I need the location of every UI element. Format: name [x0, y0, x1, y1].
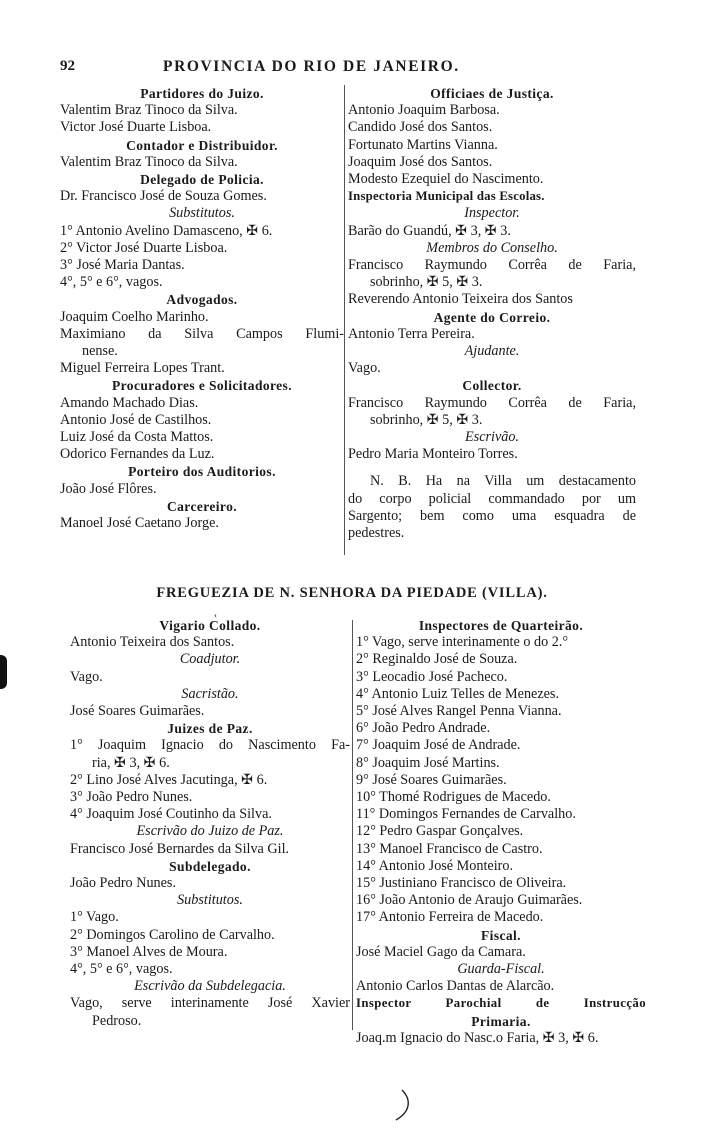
inspectoria-heading: Inspectoria Municipal das Escolas. — [348, 189, 545, 204]
inspector-parochial-heading: Inspector Parochial de Instrucção — [356, 996, 646, 1011]
substituto-entry: 4°, 5° e 6°, vagos. — [60, 274, 163, 291]
inspector-parochial-heading-continued: Primaria. — [471, 1013, 531, 1029]
collector-entry-continued: sobrinho, ✠ 5, ✠ 3. — [370, 411, 483, 428]
membro-entry-continued: sobrinho, ✠ 5, ✠ 3. — [370, 274, 483, 291]
procurador-entry: Odorico Fernandes da Luz. — [60, 446, 215, 463]
ajudante-entry: Vago. — [348, 360, 381, 377]
delegado-entry: Dr. Francisco José de Souza Gomes. — [60, 188, 267, 205]
inspector-quarteirao-entry: 6° João Pedro Andrade. — [356, 720, 491, 737]
advogado-entry: Miguel Ferreira Lopes Trant. — [60, 360, 225, 377]
inspector-quarteirao-entry: 9° José Soares Guimarães. — [356, 771, 507, 788]
membro-entry: Reverendo Antonio Teixeira dos Santos — [348, 291, 573, 308]
vigario-heading: Vigario Collado. — [159, 618, 261, 633]
section-title: FREGUEZIA DE N. SENHORA DA PIEDADE (VILLA). — [156, 585, 548, 601]
inspector-quarteirao-entry: 1° Vago, serve interinamente o do 2.° — [356, 634, 569, 651]
substituto-entry: 2° Victor José Duarte Lisboa. — [60, 239, 228, 256]
vigario-entry: Antonio Teixeira dos Santos. — [70, 634, 235, 651]
coadjutor-label: Coadjutor. — [179, 651, 241, 668]
nb-spacer — [348, 463, 636, 473]
nb-line: N. B. Ha na Villa um destacamento — [370, 473, 636, 490]
fiscal-heading: Fiscal. — [481, 927, 521, 943]
inspector-quarteirao-entry: 3° Leocadio José Pacheco. — [356, 668, 508, 685]
agente-heading: Agente do Correio. — [433, 309, 551, 325]
inspector-entry: Barão do Guandú, ✠ 3, ✠ 3. — [348, 222, 511, 239]
escrivao-juizo-entry: Francisco José Bernardes da Silva Gil. — [70, 840, 290, 857]
substituto-entry: 1° Antonio Avelino Damasceno, ✠ 6. — [60, 222, 273, 239]
partidor-entry: Valentim Braz Tinoco da Silva. — [60, 102, 238, 119]
escrivao-sub-entry-continued: Pedroso. — [92, 1012, 142, 1029]
tick-mark: ‹ — [214, 610, 217, 620]
column-divider-top — [344, 85, 345, 555]
inspector-quarteirao-entry: 14° Antonio José Monteiro. — [356, 857, 514, 874]
membro-entry: Francisco Raymundo Corrêa de Faria, — [348, 257, 636, 274]
substituto-entry: 3° Manoel Alves de Moura. — [70, 943, 228, 960]
top-right-column — [348, 85, 636, 542]
juiz-entry: 2° Lino José Alves Jacutinga, ✠ 6. — [70, 771, 268, 788]
contador-entry: Valentim Braz Tinoco da Silva. — [60, 153, 238, 170]
escrivao-entry: Pedro Maria Monteiro Torres. — [348, 446, 518, 463]
escrivao-sub-entry: Vago, serve interinamente José Xavier — [70, 995, 350, 1012]
juiz-entry: 4° Joaquim José Coutinho da Silva. — [70, 806, 272, 823]
collector-heading: Collector. — [462, 378, 522, 394]
inspector-quarteirao-entry: 8° Joaquim José Martins. — [356, 754, 500, 771]
page-title: PROVINCIA DO RIO DE JANEIRO. — [163, 58, 460, 75]
advogado-entry: Maximiano da Silva Campos Flumi- — [60, 325, 344, 342]
inspector-quarteirao-entry: 15° Justiniano Francisco de Oliveira. — [356, 875, 567, 892]
official-entry: Fortunato Martins Vianna. — [348, 136, 498, 153]
substitutos-label: Substitutos. — [169, 205, 235, 222]
official-entry: Antonio Joaquim Barbosa. — [348, 102, 500, 119]
membros-label: Membros do Conselho. — [426, 239, 558, 256]
coadjutor-entry: Vago. — [70, 668, 103, 685]
ajudante-label: Ajudante. — [464, 343, 520, 360]
juizes-heading: Juizes de Paz. — [167, 721, 253, 737]
juiz-entry: 3° João Pedro Nunes. — [70, 789, 193, 806]
inspector-quarteirao-entry: 5° José Alves Rangel Penna Vianna. — [356, 703, 562, 720]
ink-stroke-mark — [394, 1088, 414, 1122]
escrivao-label: Escrivão. — [465, 429, 519, 446]
advogado-entry: Joaquim Coelho Marinho. — [60, 308, 209, 325]
guarda-fiscal-entry: Antonio Carlos Dantas de Alarcão. — [356, 978, 555, 995]
substituto-entry: 4°, 5° e 6°, vagos. — [70, 961, 173, 978]
sacristao-entry: José Soares Guimarães. — [70, 703, 205, 720]
escrivao-sub-label: Escrivão da Subdelegacia. — [134, 978, 286, 995]
advogados-heading: Advogados. — [166, 292, 238, 308]
subdelegado-entry: João Pedro Nunes. — [70, 875, 176, 892]
contador-heading: Contador e Distribuidor. — [126, 137, 278, 153]
nb-line: pedestres. — [348, 525, 405, 542]
procurador-entry: Luiz José da Costa Mattos. — [60, 429, 214, 446]
margin-mark — [0, 655, 7, 689]
official-entry: Candido José dos Santos. — [348, 119, 493, 136]
juiz-entry: 1° Joaquim Ignacio do Nascimento Fa- — [70, 737, 350, 754]
inspector-quarteirao-entry: 12° Pedro Gaspar Gonçalves. — [356, 823, 524, 840]
advogado-entry-continued: nense. — [82, 343, 118, 360]
collector-entry: Francisco Raymundo Corrêa de Faria, — [348, 394, 636, 411]
porteiro-heading: Porteiro dos Auditorios. — [128, 464, 276, 480]
porteiro-entry: João José Flôres. — [60, 480, 157, 497]
page-number: 92 — [60, 58, 75, 74]
juiz-entry-continued: ria, ✠ 3, ✠ 6. — [92, 754, 170, 771]
delegado-heading: Delegado de Policia. — [140, 172, 264, 188]
inspector-quarteirao-entry: 13° Manoel Francisco de Castro. — [356, 840, 543, 857]
bottom-left-column — [70, 617, 350, 1030]
bottom-right-column — [356, 617, 646, 1047]
partidores-heading: Partidores do Juizo. — [140, 86, 264, 101]
official-entry: Modesto Ezequiel do Nascimento. — [348, 171, 544, 188]
column-divider-bottom — [352, 620, 353, 1030]
nb-line: Sargento; bem como uma esquadra de — [348, 507, 636, 524]
inspector-quarteirao-entry: 17° Antonio Ferreira de Macedo. — [356, 909, 544, 926]
inspector-quarteirao-entry: 11° Domingos Fernandes de Carvalho. — [356, 806, 576, 823]
substituto-entry: 1° Vago. — [70, 909, 119, 926]
fiscal-entry: José Maciel Gago da Camara. — [356, 943, 526, 960]
nb-line: do corpo policial commandado por um — [348, 490, 636, 507]
page-header — [0, 58, 704, 80]
inspector-quarteirao-entry: 16° João Antonio de Araujo Guimarães. — [356, 892, 583, 909]
inspector-quarteirao-entry: 10° Thomé Rodrigues de Macedo. — [356, 789, 551, 806]
top-left-column — [60, 85, 344, 532]
inspector-quarteirao-entry: 2° Reginaldo José de Souza. — [356, 651, 518, 668]
substitutos-label: Substitutos. — [177, 892, 243, 909]
escrivao-juizo-label: Escrivão do Juizo de Paz. — [136, 823, 284, 840]
officiaes-heading: Officiaes de Justiça. — [430, 86, 554, 101]
subdelegado-heading: Subdelegado. — [169, 858, 251, 874]
inspectores-heading: Inspectores de Quarteirão. — [418, 618, 584, 633]
inspector-quarteirao-entry: 4° Antonio Luiz Telles de Menezes. — [356, 685, 559, 702]
carcereiro-entry: Manoel José Caetano Jorge. — [60, 515, 219, 532]
agente-entry: Antonio Terra Pereira. — [348, 325, 475, 342]
inspector-parochial-entry: Joaq.m Ignacio do Nasc.o Faria, ✠ 3, ✠ 6. — [356, 1029, 599, 1046]
inspector-label: Inspector. — [464, 205, 520, 222]
substituto-entry: 3° José Maria Dantas. — [60, 257, 185, 274]
official-entry: Joaquim José dos Santos. — [348, 153, 493, 170]
guarda-fiscal-label: Guarda-Fiscal. — [457, 961, 545, 978]
inspector-quarteirao-entry: 7° Joaquim José de Andrade. — [356, 737, 521, 754]
substituto-entry: 2° Domingos Carolino de Carvalho. — [70, 926, 275, 943]
procurador-entry: Antonio José de Castilhos. — [60, 411, 212, 428]
partidor-entry: Victor José Duarte Lisboa. — [60, 119, 212, 136]
procuradores-heading: Procuradores e Solicitadores. — [112, 378, 292, 394]
procurador-entry: Amando Machado Dias. — [60, 394, 199, 411]
carcereiro-heading: Carcereiro. — [167, 498, 237, 514]
sacristao-label: Sacristão. — [181, 685, 239, 702]
